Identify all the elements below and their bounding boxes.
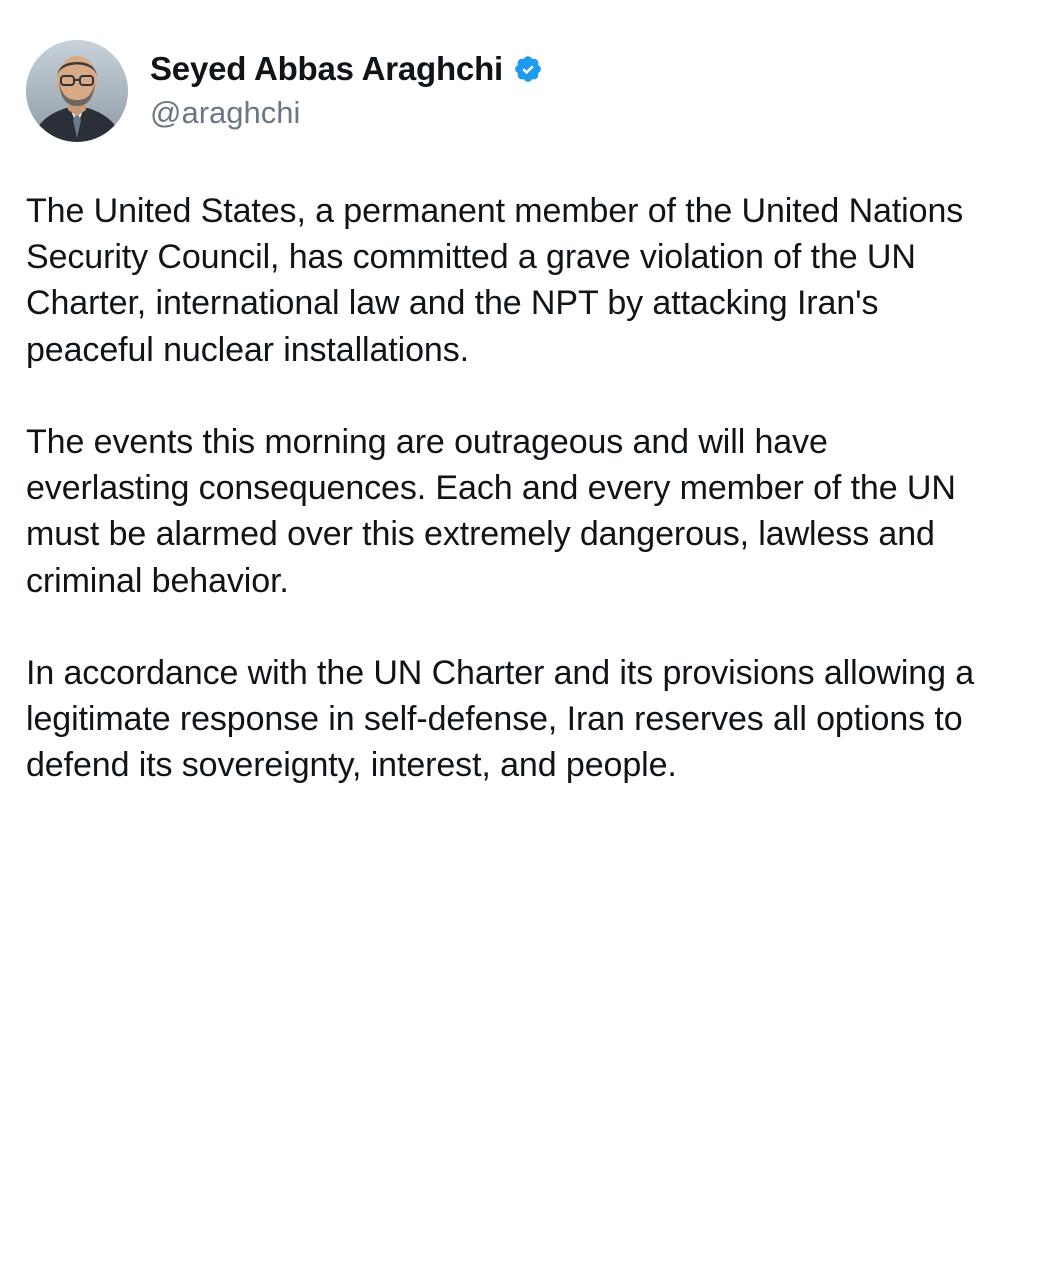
tweet-header: [26, 40, 994, 142]
author-display-name[interactable]: Seyed Abbas Araghchi: [150, 50, 503, 88]
tweet-text: [26, 188, 994, 789]
verified-badge-icon: [513, 54, 543, 84]
author-handle[interactable]: @araghchi: [150, 95, 301, 131]
author-name-row: [150, 50, 543, 88]
avatar[interactable]: [26, 40, 128, 142]
tweet-paragraph: The events this morning are outrageous and will have everlasting consequences. Each and every member of the UN must be alarmed over this extremely dangerous, lawless and criminal behavior.: [26, 422, 956, 600]
tweet-paragraph: In accordance with the UN Charter and its provisions allowing a legitimate response in self-defense, Iran reserves all options to defend its sovereignty, interest, and people.: [26, 653, 975, 785]
tweet-paragraph: The United States, a permanent member of the United Nations Security Council, has committed a grave violation of the UN Charter, international law and the NPT by attacking Iran's peaceful nuclear installations.: [26, 192, 964, 369]
author-identity: [150, 50, 543, 131]
